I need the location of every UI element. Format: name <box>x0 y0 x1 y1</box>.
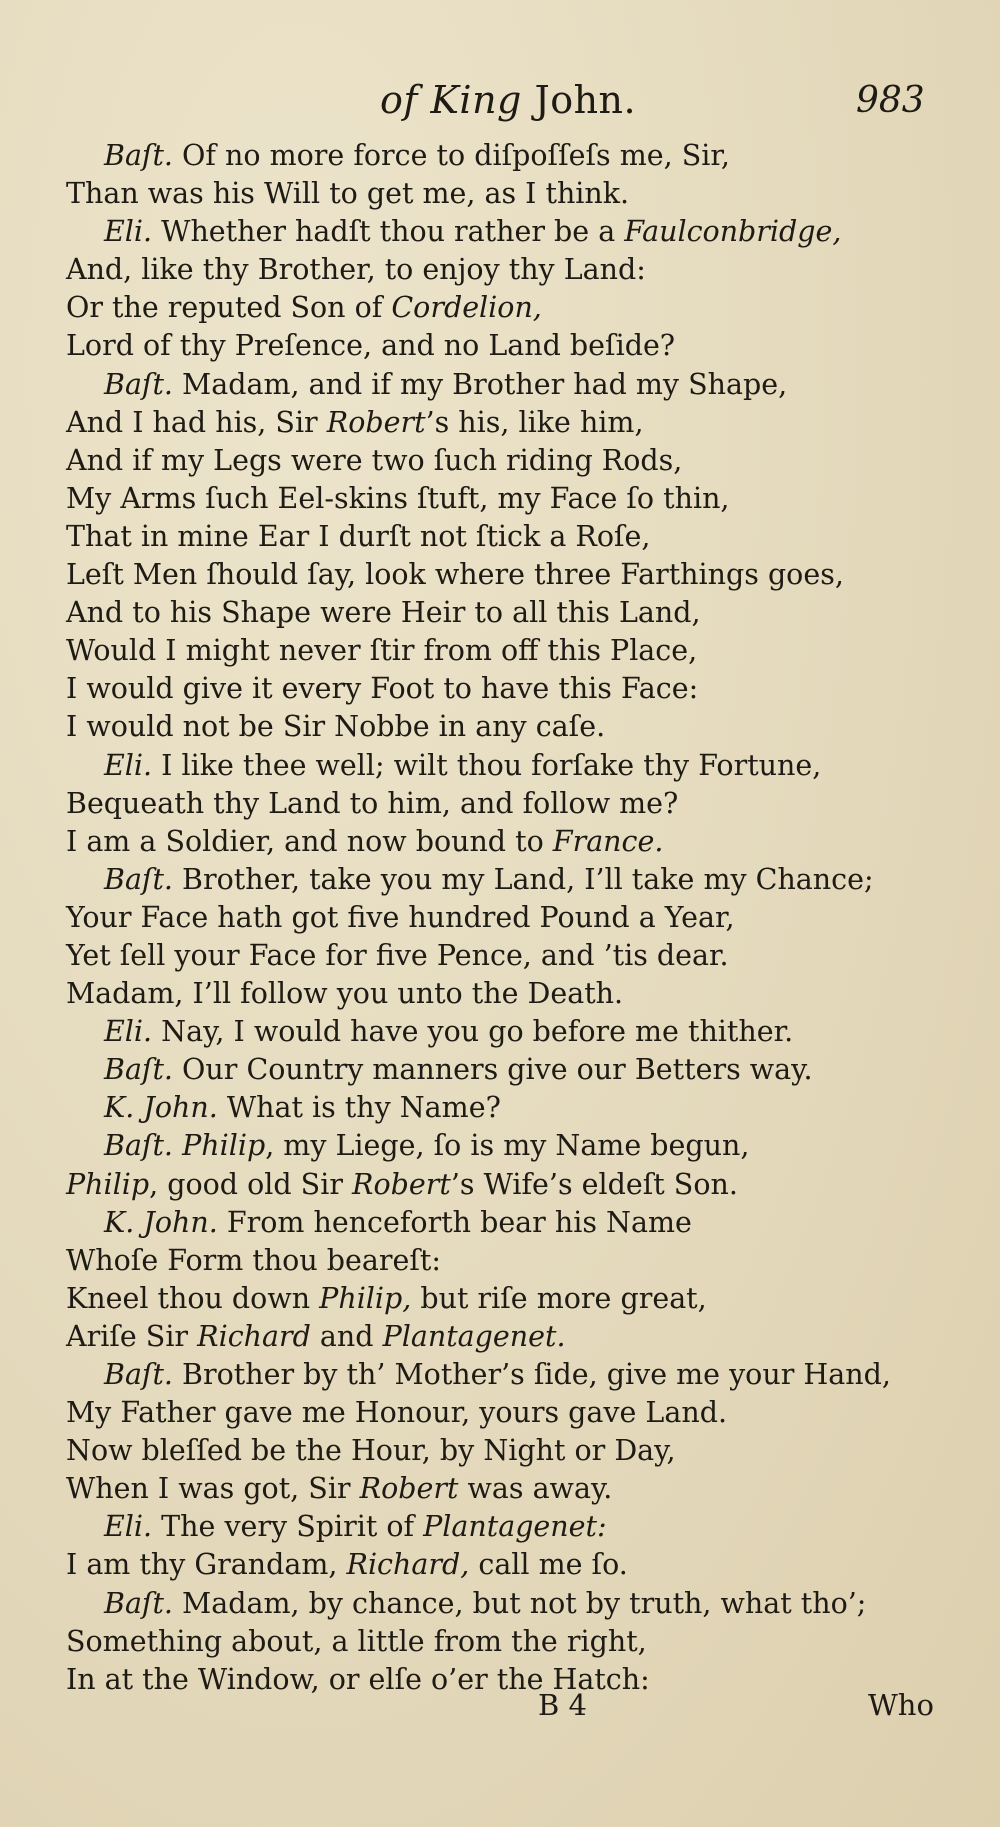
line-text: , my Liege, ſo is my Name begun, <box>265 1129 750 1163</box>
line-text: Our Country manners give our Betters way. <box>173 1053 813 1087</box>
line-text <box>173 1129 182 1162</box>
verse-line <box>66 442 966 480</box>
speaker-name: K. John. <box>104 1205 218 1239</box>
line-text: Than was his Will to get me, as I think. <box>66 177 630 211</box>
verse-line <box>66 366 966 404</box>
play-text <box>66 137 966 1699</box>
verse-line <box>66 175 966 213</box>
italic-text: Philip <box>66 1167 150 1201</box>
speaker-name: Baſt. <box>104 1053 173 1087</box>
speaker-name: Eli. <box>104 1015 153 1049</box>
line-text: Your Face hath got five hundred Pound a Year, <box>66 900 735 934</box>
verse-line <box>66 670 966 708</box>
speaker-name: Eli. <box>104 1510 153 1544</box>
line-text: I like thee well; wilt thou forſake thy Fortune, <box>152 748 822 782</box>
title-prefix: of King <box>380 78 522 122</box>
line-text: Something about, a little from the right, <box>66 1624 647 1658</box>
verse-line <box>66 556 966 594</box>
line-text: And I had his, Sir <box>66 405 327 439</box>
verse-line <box>66 251 966 289</box>
speaker-name: Baſt. <box>104 1586 173 1620</box>
running-title <box>380 78 636 122</box>
verse-line <box>66 1318 966 1356</box>
verse-line <box>66 404 966 442</box>
speaker-name: Baſt. <box>104 367 173 401</box>
verse-line <box>66 213 966 251</box>
line-text: What is thy Name? <box>217 1091 501 1125</box>
verse-line <box>66 1432 966 1470</box>
italic-text: Robert <box>359 1472 459 1506</box>
running-header <box>0 78 1000 128</box>
italic-text: Faulconbridge, <box>624 215 842 249</box>
italic-text: Richard <box>197 1319 311 1353</box>
line-text: ’s Wife’s eldeſt Son. <box>450 1167 738 1201</box>
verse-line <box>66 137 966 175</box>
speaker-name: Baſt. <box>104 1358 173 1391</box>
verse-line <box>66 1166 966 1204</box>
speaker-name: Eli. <box>104 215 153 249</box>
verse-line <box>66 1356 966 1394</box>
speaker-name: Baſt. <box>104 862 173 896</box>
line-text: Whether hadſt thou rather be a <box>152 215 625 249</box>
line-text: Whoſe Form thou beareſt: <box>66 1243 441 1277</box>
verse-line <box>66 1470 966 1508</box>
line-text: I would give it every Foot to have this Face: <box>66 672 699 706</box>
italic-text: Richard, <box>346 1548 470 1582</box>
verse-line <box>66 1013 966 1051</box>
verse-line <box>66 1394 966 1432</box>
verse-line <box>66 289 966 327</box>
signature-mark: B 4 <box>538 1688 587 1722</box>
verse-line <box>66 1585 966 1623</box>
verse-line <box>66 785 966 823</box>
title-name: John. <box>534 78 637 122</box>
line-text: I am thy Grandam, <box>66 1548 347 1582</box>
verse-line <box>66 1508 966 1546</box>
catchword: Who <box>868 1688 934 1722</box>
line-text: And if my Legs were two ſuch riding Rods, <box>66 443 683 477</box>
italic-text: Plantagenet. <box>382 1319 566 1353</box>
italic-text: Philip <box>182 1129 266 1163</box>
verse-line <box>66 1051 966 1089</box>
line-text: I would not be Sir Nobbe in any caſe. <box>66 710 606 744</box>
line-text: Nay, I would have you go before me thither. <box>152 1015 794 1049</box>
verse-line <box>66 1280 966 1318</box>
italic-text: Robert <box>326 405 426 439</box>
verse-line <box>66 327 966 365</box>
verse-line <box>66 708 966 746</box>
verse-line <box>66 518 966 556</box>
line-text: In at the Window, or elſe o’er the Hatch: <box>66 1662 650 1696</box>
verse-line <box>66 823 966 861</box>
line-text: Yet ſell your Face for five Pence, and ’tis dear. <box>66 938 729 972</box>
line-text: Leſt Men ſhould ſay, look where three Farthings goes, <box>66 558 844 592</box>
line-text: and <box>310 1319 383 1353</box>
line-text: Lord of thy Preſence, and no Land beſide? <box>66 329 676 363</box>
verse-line <box>66 594 966 632</box>
italic-text: Cordelion, <box>391 291 542 325</box>
verse-line <box>66 1127 966 1165</box>
line-text: I am a Soldier, and now bound to <box>66 824 553 858</box>
verse-line <box>66 861 966 899</box>
line-text: but riſe more great, <box>411 1281 707 1315</box>
line-text: Ariſe Sir <box>66 1319 198 1353</box>
verse-line <box>66 1546 966 1584</box>
line-text: And to his Shape were Heir to all this Land, <box>66 596 701 630</box>
line-text: Madam, by chance, but not by truth, what tho’; <box>173 1586 867 1620</box>
line-text: Now bleſſed be the Hour, by Night or Day, <box>66 1434 676 1468</box>
verse-line <box>66 937 966 975</box>
line-text: From henceforth bear his Name <box>217 1205 692 1239</box>
line-text: Would I might never ſtir from off this Place, <box>66 634 698 668</box>
line-text: call me ſo. <box>469 1548 628 1582</box>
line-text: My Arms ſuch Eel-skins ſtuft, my Face ſo thin, <box>66 481 730 515</box>
italic-text: Robert <box>352 1167 451 1201</box>
speaker-name: K. John. <box>104 1091 218 1125</box>
line-text: When I was got, Sir <box>66 1472 360 1506</box>
verse-line <box>66 632 966 670</box>
line-text: The very Spirit of <box>152 1510 424 1544</box>
verse-line <box>66 1089 966 1127</box>
page-footer <box>0 1688 1000 1728</box>
line-text: Bequeath thy Land to him, and follow me? <box>66 786 679 820</box>
page-number: 983 <box>856 80 925 121</box>
line-text: Madam, I’ll follow you unto the Death. <box>66 977 624 1011</box>
line-text: Madam, and if my Brother had my Shape, <box>173 367 788 401</box>
italic-text: Philip, <box>319 1281 412 1315</box>
verse-line <box>66 975 966 1013</box>
verse-line <box>66 1242 966 1280</box>
line-text: Or the reputed Son of <box>66 291 392 325</box>
verse-line <box>66 1623 966 1661</box>
speaker-name: Eli. <box>104 748 153 782</box>
italic-text: France. <box>552 824 664 858</box>
verse-line <box>66 480 966 518</box>
speaker-name: Baſt. <box>104 1129 173 1163</box>
line-text: Brother, take you my Land, I’ll take my Chance; <box>173 862 874 896</box>
verse-line <box>66 899 966 937</box>
line-text: That in mine Ear I durſt not ſtick a Roſe, <box>66 519 651 553</box>
line-text: My Father gave me Honour, yours gave Land. <box>66 1396 727 1430</box>
line-text: ’s his, like him, <box>425 405 644 439</box>
line-text: Of no more force to diſpoſſeſs me, Sir, <box>173 139 730 172</box>
verse-line <box>66 1204 966 1242</box>
line-text: Brother by th’ Mother’s ſide, give me your Hand, <box>173 1358 891 1391</box>
line-text: was away. <box>458 1472 613 1506</box>
speaker-name: Baſt. <box>104 139 173 172</box>
italic-text: Plantagenet: <box>423 1510 607 1544</box>
line-text: , good old Sir <box>149 1167 353 1201</box>
line-text: And, like thy Brother, to enjoy thy Land: <box>66 253 646 287</box>
line-text: Kneel thou down <box>66 1281 320 1315</box>
verse-line <box>66 747 966 785</box>
